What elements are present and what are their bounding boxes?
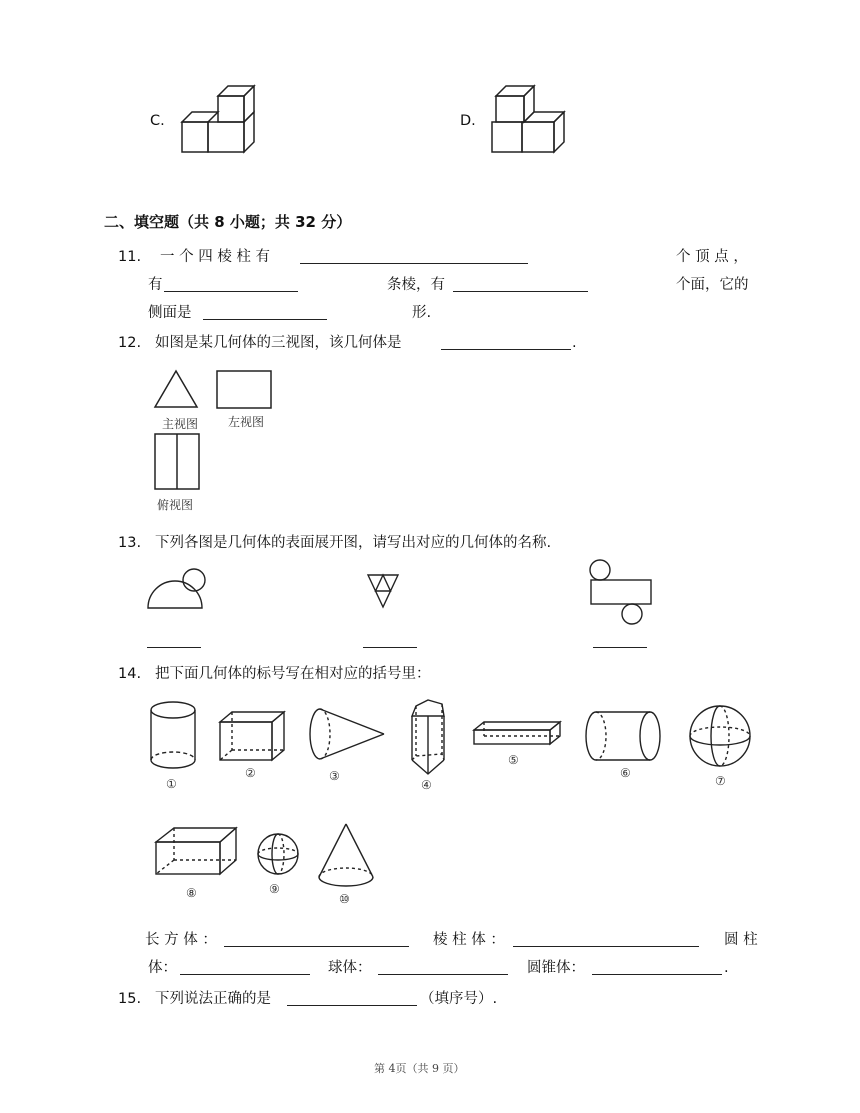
q14-cuboid-blank[interactable] — [224, 946, 409, 947]
net-tetrahedron — [366, 573, 400, 609]
option-d-label[interactable]: D. — [460, 113, 476, 129]
option-c-figure[interactable] — [178, 84, 260, 156]
q11-line3-a: 侧面是 — [148, 305, 192, 321]
front-view-triangle — [153, 369, 199, 409]
q11-blank-side-shape[interactable] — [203, 319, 327, 320]
q14-sphere-label: 球体： — [328, 960, 372, 976]
q11-line2-b: 条棱，有 — [387, 277, 445, 293]
q11-blank-edges[interactable] — [164, 291, 298, 292]
page-footer: 第 4页（共 9 页） — [374, 1062, 465, 1075]
q14-end: . — [724, 960, 729, 976]
q15-text: 下列说法正确的是 — [155, 991, 271, 1007]
solid-1-mark: ① — [166, 777, 177, 791]
net-cylinder — [588, 559, 654, 629]
solid-3-cone — [308, 705, 386, 763]
q11-number: 11. — [118, 249, 142, 265]
q14-cylinder-blank[interactable] — [180, 974, 310, 975]
q11-blank-faces[interactable] — [453, 291, 588, 292]
left-view-rectangle — [216, 370, 272, 410]
q14-cuboid-label: 长 方 体 ： — [145, 932, 217, 948]
q15-tail: （填序号）. — [420, 991, 498, 1007]
top-view-rectangle — [154, 433, 200, 491]
solid-2-cube — [218, 710, 286, 762]
q11-line1-suffix: 个 顶 点 ， — [676, 249, 748, 265]
solid-10-mark: ⑩ — [339, 892, 350, 906]
solid-5-mark: ⑤ — [508, 753, 519, 767]
front-view-label: 主视图 — [162, 417, 199, 431]
solid-4-mark: ④ — [421, 778, 432, 792]
section-heading: 二、填空题（共 8 小题；共 32 分） — [104, 213, 352, 231]
left-view-label: 左视图 — [228, 415, 265, 429]
q14-prism-blank[interactable] — [513, 946, 699, 947]
q11-line2-a: 有 — [148, 277, 163, 293]
q15-number: 15. — [118, 991, 142, 1007]
q13-number: 13. — [118, 535, 142, 551]
q11-blank-vertices[interactable] — [300, 263, 528, 264]
solid-6-lying-cylinder — [584, 710, 664, 762]
solid-9-mark: ⑨ — [269, 882, 280, 896]
q13-text: 下列各图是几何体的表面展开图，请写出对应的几何体的名称. — [155, 535, 552, 551]
q14-cone-label: 圆锥体： — [527, 960, 585, 976]
q14-cylinder-label-a: 圆 柱 — [724, 932, 758, 948]
q12-number: 12. — [118, 335, 142, 351]
q12-blank[interactable] — [441, 349, 571, 350]
solid-10-cone — [316, 822, 376, 890]
q15-blank[interactable] — [287, 1005, 417, 1006]
solid-8-cuboid — [154, 826, 238, 876]
solid-4-pentagonal-prism — [406, 698, 448, 776]
q11-line2-c: 个面，它的 — [676, 277, 749, 293]
option-c-label[interactable]: C. — [150, 113, 165, 129]
q12-text: 如图是某几何体的三视图，该几何体是 — [155, 335, 402, 351]
q14-prism-label: 棱 柱 体 ： — [433, 932, 505, 948]
solid-7-mark: ⑦ — [715, 774, 726, 788]
option-d-figure[interactable] — [488, 84, 570, 156]
top-view-label: 俯视图 — [157, 498, 194, 512]
solid-7-sphere — [688, 704, 752, 768]
solid-8-mark: ⑧ — [186, 886, 197, 900]
solid-9-small-sphere — [256, 832, 300, 876]
q14-cylinder-label-b: 体： — [148, 960, 177, 976]
q13-blank-1[interactable] — [147, 647, 201, 648]
q11-line1-prefix: 一 个 四 棱 柱 有 — [160, 249, 271, 265]
solid-1-cylinder — [148, 700, 198, 772]
q13-blank-3[interactable] — [593, 647, 647, 648]
q14-cone-blank[interactable] — [592, 974, 722, 975]
q14-sphere-blank[interactable] — [378, 974, 508, 975]
solid-5-long-cuboid — [472, 720, 562, 746]
q11-line3-b: 形. — [412, 305, 432, 321]
solid-6-mark: ⑥ — [620, 766, 631, 780]
solid-2-mark: ② — [245, 766, 256, 780]
q13-blank-2[interactable] — [363, 647, 417, 648]
net-cone — [146, 568, 210, 612]
solid-3-mark: ③ — [329, 769, 340, 783]
q12-end: . — [572, 335, 577, 351]
q14-text: 把下面几何体的标号写在相对应的括号里： — [155, 666, 431, 682]
q14-number: 14. — [118, 666, 142, 682]
